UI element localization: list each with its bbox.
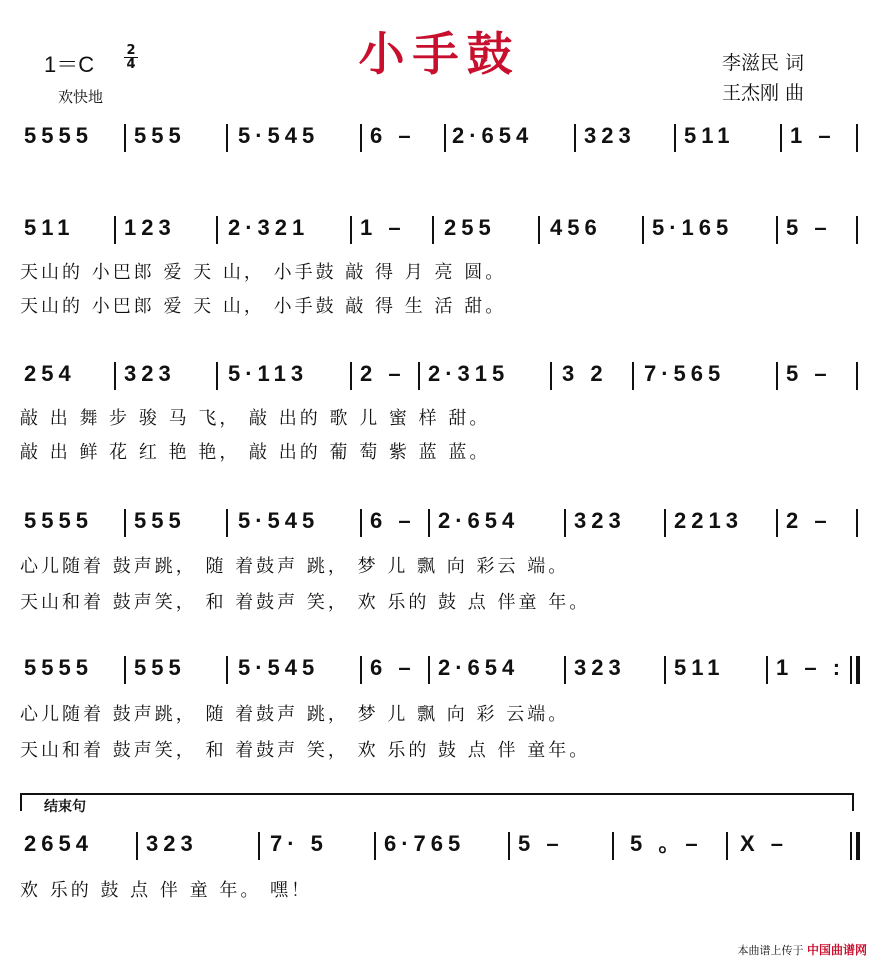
composer-credit: 王杰刚 曲 bbox=[722, 82, 805, 104]
barline bbox=[124, 509, 126, 537]
barline bbox=[674, 124, 676, 152]
barline bbox=[632, 362, 634, 390]
barline bbox=[612, 832, 614, 860]
measure: 254 bbox=[24, 361, 76, 386]
measure: 555 bbox=[134, 655, 186, 680]
time-signature bbox=[124, 44, 138, 71]
barline bbox=[538, 216, 540, 244]
measure: 2 – bbox=[360, 361, 406, 386]
measure: 7· 5 bbox=[270, 831, 328, 856]
measure: 6 – bbox=[370, 655, 416, 680]
barline bbox=[726, 832, 728, 860]
barline bbox=[776, 362, 778, 390]
barline bbox=[664, 656, 666, 684]
barline bbox=[766, 656, 768, 684]
repeat-barline-thick bbox=[856, 656, 860, 684]
barline bbox=[428, 509, 430, 537]
barline bbox=[360, 509, 362, 537]
barline bbox=[114, 362, 116, 390]
barline bbox=[136, 832, 138, 860]
measure: 2·315 bbox=[428, 361, 510, 386]
barline bbox=[360, 656, 362, 684]
barline bbox=[428, 656, 430, 684]
measure: 2·654 bbox=[438, 508, 520, 533]
lyric-line: 心儿随着 鼓声跳， 随 着鼓声 跳， 梦 儿 飘 向 彩 云端。 bbox=[20, 704, 570, 725]
measure: 555 bbox=[134, 123, 186, 148]
lyric-line: 敲 出 鲜 花 红 艳 艳， 敲 出的 葡 萄 紫 蓝 蓝。 bbox=[20, 442, 491, 463]
measure: 5555 bbox=[24, 123, 93, 148]
measure: 511 bbox=[24, 215, 75, 240]
barline bbox=[216, 362, 218, 390]
barline bbox=[432, 216, 434, 244]
lyric-line: 心儿随着 鼓声跳， 随 着鼓声 跳， 梦 儿 飘 向 彩云 端。 bbox=[20, 556, 570, 577]
barline bbox=[226, 509, 228, 537]
barline bbox=[350, 216, 352, 244]
footer bbox=[737, 941, 867, 958]
barline bbox=[664, 509, 666, 537]
barline bbox=[124, 124, 126, 152]
measure: 5·113 bbox=[228, 361, 309, 386]
barline bbox=[564, 509, 566, 537]
barline bbox=[226, 124, 228, 152]
time-bottom: 4 bbox=[126, 57, 136, 72]
coda-bracket bbox=[20, 793, 854, 811]
score-system bbox=[20, 828, 860, 878]
measure: 323 bbox=[124, 361, 176, 386]
measure: X – bbox=[740, 831, 789, 856]
barline bbox=[444, 124, 446, 152]
tempo-marking: 欢快地 bbox=[58, 88, 104, 106]
barline bbox=[776, 509, 778, 537]
barline bbox=[114, 216, 116, 244]
measure: 323 bbox=[146, 831, 198, 856]
measure: 456 bbox=[550, 215, 602, 240]
score-system bbox=[20, 212, 860, 262]
barline bbox=[856, 509, 858, 537]
barline bbox=[258, 832, 260, 860]
measure: 6 – bbox=[370, 508, 416, 533]
barline bbox=[226, 656, 228, 684]
measure: 5 – bbox=[786, 215, 832, 240]
barline bbox=[564, 656, 566, 684]
barline bbox=[124, 656, 126, 684]
score-system bbox=[20, 652, 860, 702]
measure: 7·565 bbox=[644, 361, 726, 386]
measure: 5 – bbox=[786, 361, 832, 386]
measure: 255 bbox=[444, 215, 496, 240]
barline bbox=[856, 124, 858, 152]
barline bbox=[642, 216, 644, 244]
lyricist-credit: 李滋民 词 bbox=[722, 52, 805, 74]
barline bbox=[360, 124, 362, 152]
song-title: 小手鼓 bbox=[358, 27, 521, 81]
score-system bbox=[20, 358, 860, 408]
measure: 323 bbox=[584, 123, 636, 148]
measure: 2·654 bbox=[438, 655, 520, 680]
repeat-barline bbox=[850, 656, 852, 684]
lyric-line: 天山和着 鼓声笑， 和 着鼓声 笑， 欢 乐的 鼓 点 伴童 年。 bbox=[20, 592, 591, 613]
score-system bbox=[20, 505, 860, 555]
measure: 2·321 bbox=[228, 215, 310, 240]
measure: 5 – bbox=[518, 831, 564, 856]
time-top: 2 bbox=[124, 44, 138, 58]
measure: 511 bbox=[674, 655, 725, 680]
measure: 2·654 bbox=[452, 123, 534, 148]
key-signature: 1＝C bbox=[44, 52, 95, 77]
barline bbox=[856, 216, 858, 244]
final-barline-thick bbox=[856, 832, 860, 860]
measure: 5·165 bbox=[652, 215, 734, 240]
barline bbox=[780, 124, 782, 152]
measure: 6 – bbox=[370, 123, 416, 148]
barline bbox=[508, 832, 510, 860]
measure: 2213 bbox=[674, 508, 743, 533]
measure: 5555 bbox=[24, 655, 93, 680]
barline bbox=[856, 362, 858, 390]
measure: 323 bbox=[574, 508, 626, 533]
barline bbox=[216, 216, 218, 244]
measure: 1 – bbox=[790, 123, 836, 148]
barline bbox=[418, 362, 420, 390]
measure: 5555 bbox=[24, 508, 93, 533]
measure: 1 – bbox=[360, 215, 406, 240]
lyric-line: 天山和着 鼓声笑， 和 着鼓声 笑， 欢 乐的 鼓 点 伴 童年。 bbox=[20, 740, 591, 761]
measure: 323 bbox=[574, 655, 626, 680]
coda-label: 结束句 bbox=[44, 799, 86, 815]
score-system bbox=[20, 120, 860, 170]
measure: 555 bbox=[134, 508, 186, 533]
lyric-line: 欢 乐的 鼓 点 伴 童 年。 嘿！ bbox=[20, 880, 313, 901]
measure: 511 bbox=[684, 123, 735, 148]
barline bbox=[550, 362, 552, 390]
measure: 5·545 bbox=[238, 508, 320, 533]
barline bbox=[574, 124, 576, 152]
barline bbox=[374, 832, 376, 860]
measure: 5·545 bbox=[238, 655, 320, 680]
footer-site-logo[interactable]: 中国曲谱网 bbox=[806, 943, 867, 957]
lyric-line: 敲 出 舞 步 骏 马 飞， 敲 出的 歌 儿 蜜 样 甜。 bbox=[20, 408, 491, 429]
footer-text: 本曲谱上传于 bbox=[737, 944, 804, 957]
lyric-line: 天山的 小巴郎 爱 天 山， 小手鼓 敲 得 生 活 甜。 bbox=[20, 296, 507, 317]
measure: 1 – : bbox=[776, 655, 846, 680]
barline bbox=[350, 362, 352, 390]
measure: 5·545 bbox=[238, 123, 320, 148]
measure: 6·765 bbox=[384, 831, 466, 856]
final-barline bbox=[850, 832, 852, 860]
measure: 5 。– bbox=[630, 831, 703, 856]
measure: 123 bbox=[124, 215, 176, 240]
barline bbox=[776, 216, 778, 244]
measure: 2654 bbox=[24, 831, 93, 856]
lyric-line: 天山的 小巴郎 爱 天 山， 小手鼓 敲 得 月 亮 圆。 bbox=[20, 262, 507, 283]
measure: 2 – bbox=[786, 508, 832, 533]
measure: 3 2 bbox=[562, 361, 608, 386]
